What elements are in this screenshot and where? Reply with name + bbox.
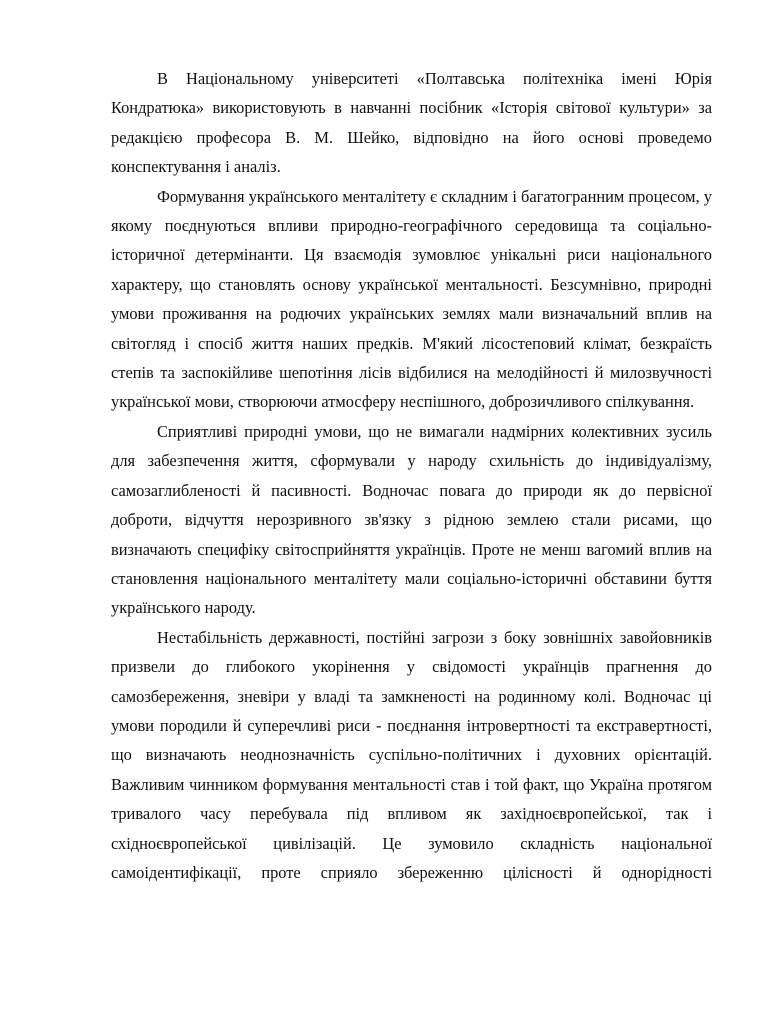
paragraph: Сприятливі природні умови, що не вимагали надмірних колективних зусиль для забезпечення життя, сформували у народу схильність до індивідуалізму, самозаглибленості й пасивності. Водночас повага до природи як до первісної доброти, відчуття нерозривного зв'язку з рідною землею стали рисами, що визначають специфіку світосприйняття українців. Проте не менш вагомий вплив на становлення національного менталітету мали соціально-історичні обставини буття українського народу. xyxy=(111,421,712,618)
paragraph: В Національному університеті «Полтавська політехніка імені Юрія Кондратюка» використовують в навчанні посібник «Історія світової культури» за редакцією професора В. М. Шейко, відповідно на його основі проведемо конспектування і аналіз. xyxy=(111,69,712,177)
paragraph: Нестабільність державності, постійні загрози з боку зовнішніх завойовників призвели до глибокого укорінення у свідомості українців прагнення до самозбереження, зневіри у владі та замкненості на родинному колі. Водночас ці умови породили й суперечливі риси - поєднання інтровертності та екстравертності, що визначають неоднозначність суспільно-політичних і духовних орієнтацій. Важливим чинником формування ментальності став і той факт, що Україна протягом тривалого часу перебувала під впливом як західноєвропейської, так і східноєвропейської цивілізацій. Це зумовило складність національної самоідентифікації, проте сприяло збереженню цілісності й однорідності xyxy=(111,627,712,882)
document-page xyxy=(111,64,712,887)
paragraph: Формування українського менталітету є складним і багатогранним процесом, у якому поєднуються впливи природно-географічного середовища та соціально-історичної детермінанти. Ця взаємодія зумовлює унікальні риси національного характеру, що становлять основу української ментальності. Безсумнівно, природні умови проживання на родючих українських землях мали визначальний вплив на світогляд і спосіб життя наших предків. М'який лісостеповий клімат, безкраїсть степів та заспокійливе шепотіння лісів відбилися на мелодійності й милозвучності української мови, створюючи атмосферу неспішного, доброзичливого спілкування. xyxy=(111,186,712,412)
